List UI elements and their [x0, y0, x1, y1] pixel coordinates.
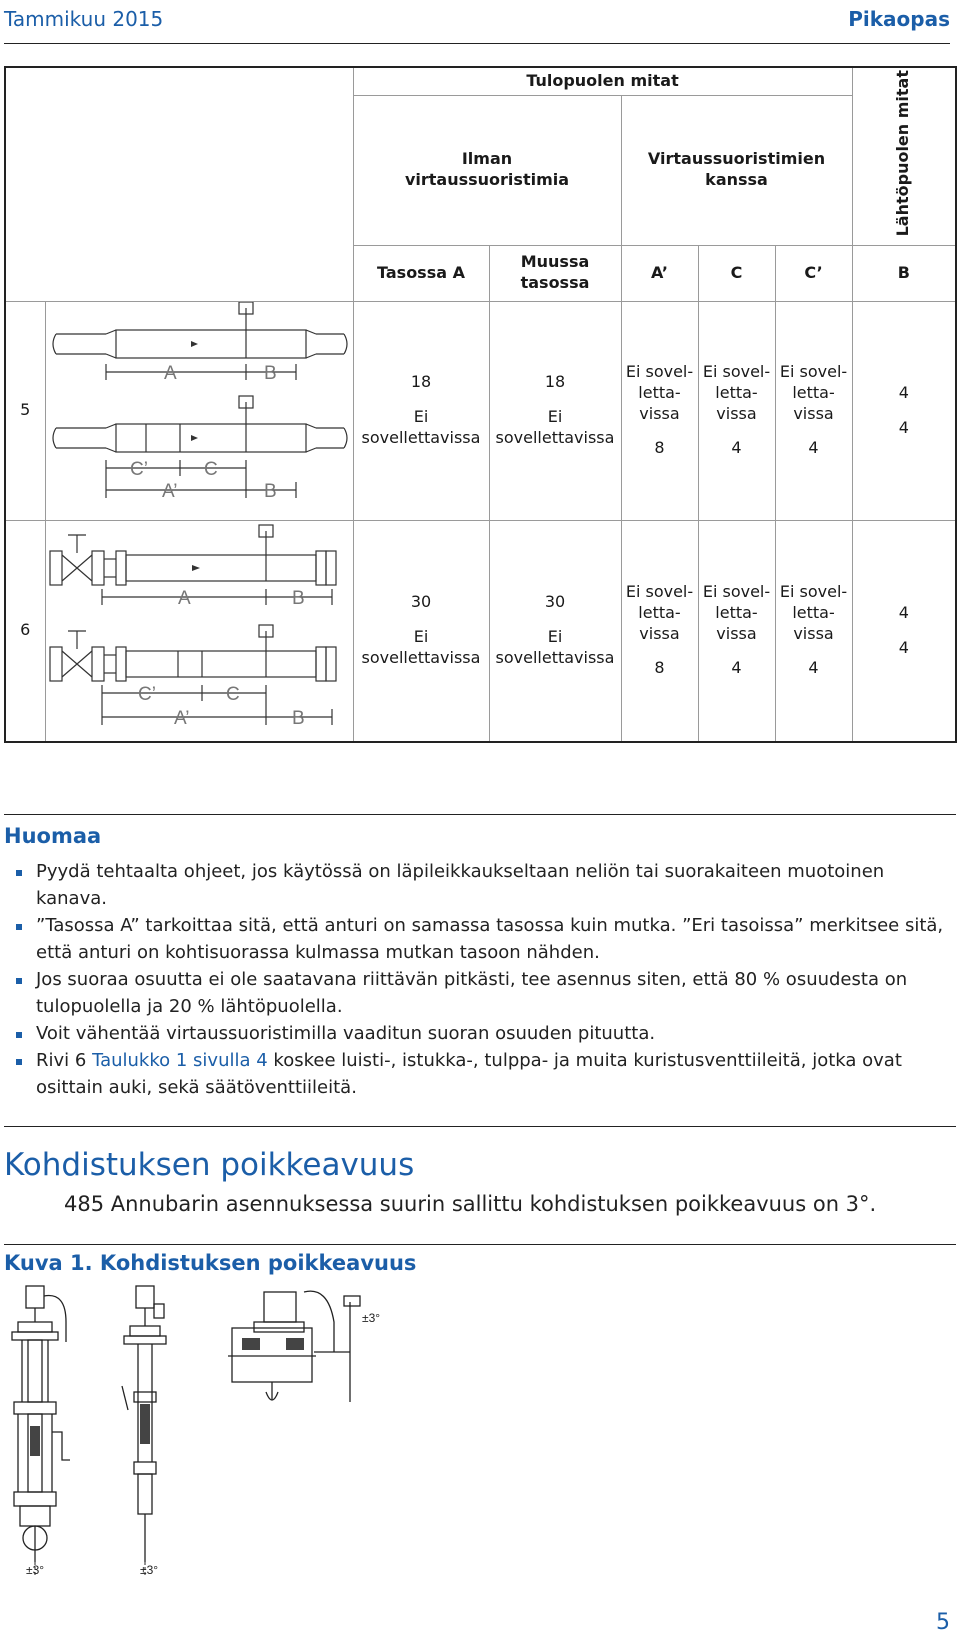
row5-c-prime: Ei sovel- letta- vissa 4 — [775, 301, 852, 520]
col-a-prime: A’ — [621, 245, 698, 301]
row6-diagram — [45, 520, 353, 742]
section-title: Kohdistuksen poikkeavuus — [4, 1147, 415, 1183]
row6-c: Ei sovel- letta- vissa 4 — [698, 520, 775, 742]
dimensions-table — [4, 66, 957, 743]
dim-label-b2: B — [263, 480, 277, 502]
table-row — [5, 520, 956, 742]
note-list — [4, 858, 944, 1101]
list-item: Voit vähentää virtaussuoristimilla vaaditun suoran osuuden pituutta. — [4, 1020, 944, 1047]
row5-a-prime: Ei sovel- letta- vissa 8 — [621, 301, 698, 520]
col-in-plane: Tasossa A — [353, 245, 489, 301]
dim-label-c: C — [225, 683, 240, 705]
dim-label-b2: B — [291, 707, 305, 729]
header-date: Tammikuu 2015 — [4, 7, 164, 31]
page-number: 5 — [936, 1610, 950, 1635]
row5-out-of-plane: 18 Ei sovellettavissa — [489, 301, 621, 520]
pipe-bend-diagram — [46, 302, 354, 520]
row6-in-plane: 30 Ei sovellettavissa — [353, 520, 489, 742]
tolerance-label-right: ±3° — [362, 1311, 381, 1325]
list-item: Jos suoraa osuutta ei ole saatavana riittävän pitkästi, tee asennus siten, että 80 % osuudesta on tulopuolella ja 20 % lähtöpuolella. — [4, 966, 944, 1020]
page-header — [4, 4, 950, 44]
dim-label-b: B — [291, 587, 305, 609]
note-title: Huomaa — [4, 824, 102, 848]
table-reference-link[interactable]: Taulukko 1 sivulla 4 — [92, 1050, 268, 1071]
row5-diagram — [45, 301, 353, 520]
dim-label-a-prime: A’ — [161, 480, 177, 502]
figure-title: Kuva 1. Kohdistuksen poikkeavuus — [4, 1251, 417, 1275]
section-text: 485 Annubarin asennuksessa suurin sallittu kohdistuksen poikkeavuus on 3°. — [64, 1192, 877, 1216]
row5-c: Ei sovel- letta- vissa 4 — [698, 301, 775, 520]
col-c: C — [698, 245, 775, 301]
row5-b: 4 4 — [852, 301, 956, 520]
header-doc-type: Pikaopas — [848, 7, 950, 31]
col-b: B — [852, 245, 956, 301]
dim-label-c: C — [203, 458, 218, 480]
without-straighteners-header: Ilman virtaussuoristimia — [353, 95, 621, 245]
row6-a-prime: Ei sovel- letta- vissa 8 — [621, 520, 698, 742]
col-out-of-plane: Muussa tasossa — [489, 245, 621, 301]
list-item: ”Tasossa A” tarkoittaa sitä, että anturi on samassa tasossa kuin mutka. ”Eri tasoissa” merkitsee sitä, että anturi on kohtisuorassa kulmassa mutkan tasoon nähden. — [4, 912, 944, 966]
list-item: Pyydä tehtaalta ohjeet, jos käytössä on läpileikkaukseltaan neliön tai suorakaiteen muotoinen kanava. — [4, 858, 944, 912]
tolerance-label-left: ±3° — [26, 1563, 45, 1577]
section-divider — [4, 1126, 956, 1127]
downstream-label: Lähtöpuolen mitat — [893, 70, 913, 237]
annubar-drawings — [4, 1282, 424, 1582]
dim-label-c-prime: C’ — [137, 683, 156, 705]
list-item: Rivi 6 Taulukko 1 sivulla 4 koskee luisti-, istukka-, tulppa- ja muita kuristusventtiileitä, jotka ovat osittain auki, sekä säätöventtiileitä. — [4, 1047, 944, 1101]
tolerance-label-middle: ±3° — [140, 1563, 159, 1577]
note-divider — [4, 814, 956, 815]
dim-label-c-prime: C’ — [129, 458, 148, 480]
figure-alignment-drawings — [4, 1282, 424, 1582]
dim-label-a: A — [177, 587, 191, 609]
figure-divider — [4, 1244, 956, 1245]
table-corner — [5, 67, 353, 301]
with-straighteners-header: Virtaussuoristimien kanssa — [621, 95, 852, 245]
table-row — [5, 301, 956, 520]
row6-b: 4 4 — [852, 520, 956, 742]
row5-in-plane: 18 Ei sovellettavissa — [353, 301, 489, 520]
row6-out-of-plane: 30 Ei sovellettavissa — [489, 520, 621, 742]
dim-label-a: A — [163, 362, 177, 384]
col-c-prime: C’ — [775, 245, 852, 301]
dim-label-b: B — [263, 362, 277, 384]
row6-c-prime: Ei sovel- letta- vissa 4 — [775, 520, 852, 742]
downstream-header — [852, 67, 956, 245]
dim-label-a-prime: A’ — [173, 707, 189, 729]
pipe-valve-diagram — [46, 521, 354, 741]
row-id: 6 — [5, 520, 45, 742]
row-id: 5 — [5, 301, 45, 520]
upstream-header: Tulopuolen mitat — [353, 67, 852, 95]
